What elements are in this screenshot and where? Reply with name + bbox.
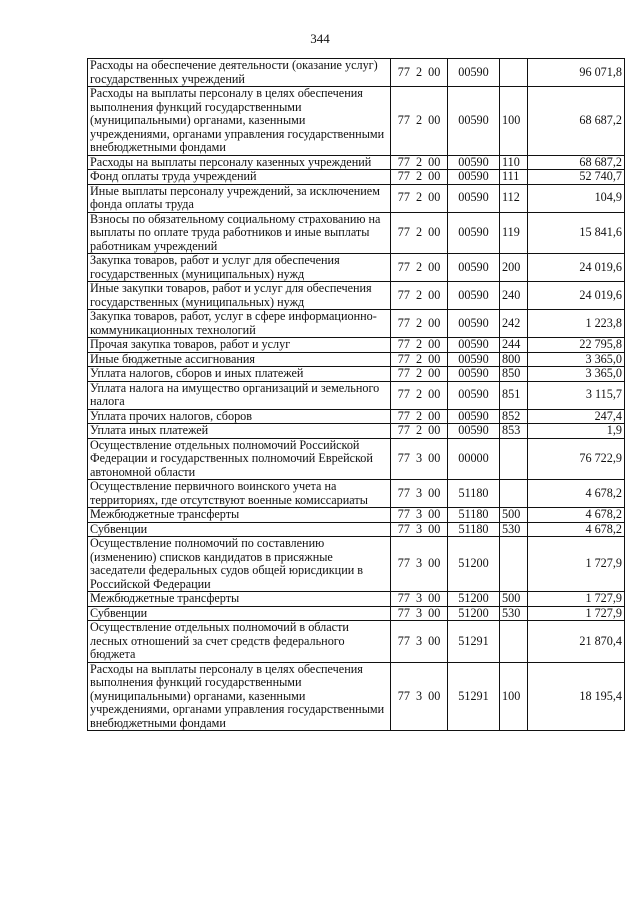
- row-name-cell: Осуществление первичного воинского учета на территориях, где отсутствуют военные комиссариаты: [88, 480, 391, 508]
- row-sum-cell: 1 223,8: [528, 310, 625, 338]
- row-expense-type-cell: [500, 621, 528, 663]
- row-expense-type-cell: 119: [500, 212, 528, 254]
- row-program-code-cell: 77 3 00: [391, 537, 448, 592]
- row-sum-cell: 22 795,8: [528, 338, 625, 353]
- row-expense-type-cell: 852: [500, 409, 528, 424]
- table-row: [88, 282, 625, 310]
- row-expense-type-cell: [500, 537, 528, 592]
- table-row: [88, 87, 625, 156]
- row-name-cell: Осуществление отдельных полномочий Российской Федерации и государственных полномочий Еврейской автономной области: [88, 438, 391, 480]
- row-expense-type-cell: 200: [500, 254, 528, 282]
- table-row: [88, 254, 625, 282]
- table-row: [88, 424, 625, 439]
- table-row: [88, 352, 625, 367]
- table-row: [88, 606, 625, 621]
- row-expense-type-cell: 100: [500, 662, 528, 731]
- row-sum-cell: 1 727,9: [528, 606, 625, 621]
- row-sum-cell: 3 365,0: [528, 352, 625, 367]
- row-sum-cell: 4 678,2: [528, 522, 625, 537]
- row-article-code-cell: 00590: [448, 367, 500, 382]
- row-program-code-cell: 77 2 00: [391, 254, 448, 282]
- row-expense-type-cell: 240: [500, 282, 528, 310]
- row-article-code-cell: 00590: [448, 184, 500, 212]
- row-expense-type-cell: 530: [500, 522, 528, 537]
- row-sum-cell: 96 071,8: [528, 59, 625, 87]
- row-sum-cell: 104,9: [528, 184, 625, 212]
- table-row: [88, 409, 625, 424]
- table-row: [88, 522, 625, 537]
- row-name-cell: Осуществление отдельных полномочий в области лесных отношений за счет средств федерального бюджета: [88, 621, 391, 663]
- row-name-cell: Уплата налогов, сборов и иных платежей: [88, 367, 391, 382]
- table-row: [88, 59, 625, 87]
- row-program-code-cell: 77 2 00: [391, 381, 448, 409]
- table-row: [88, 621, 625, 663]
- page-number: 344: [310, 31, 330, 46]
- row-sum-cell: 18 195,4: [528, 662, 625, 731]
- row-expense-type-cell: 851: [500, 381, 528, 409]
- table-row: [88, 155, 625, 170]
- row-name-cell: Субвенции: [88, 606, 391, 621]
- row-program-code-cell: 77 2 00: [391, 184, 448, 212]
- row-sum-cell: 247,4: [528, 409, 625, 424]
- row-article-code-cell: 00590: [448, 212, 500, 254]
- row-article-code-cell: 51180: [448, 508, 500, 523]
- row-name-cell: Закупка товаров, работ, услуг в сфере информационно-коммуникационных технологий: [88, 310, 391, 338]
- row-name-cell: Фонд оплаты труда учреждений: [88, 170, 391, 185]
- row-article-code-cell: 00590: [448, 282, 500, 310]
- row-name-cell: Межбюджетные трансферты: [88, 508, 391, 523]
- row-expense-type-cell: 100: [500, 87, 528, 156]
- row-expense-type-cell: [500, 438, 528, 480]
- row-article-code-cell: 51180: [448, 522, 500, 537]
- row-program-code-cell: 77 3 00: [391, 522, 448, 537]
- table-row: [88, 662, 625, 731]
- row-program-code-cell: 77 2 00: [391, 352, 448, 367]
- row-expense-type-cell: 111: [500, 170, 528, 185]
- row-name-cell: Расходы на выплаты персоналу в целях обеспечения выполнения функций государственными (муниципальными) органами, казенными учреждениями, органами управления государственными внебюджетными фондами: [88, 662, 391, 731]
- row-article-code-cell: 51200: [448, 537, 500, 592]
- row-article-code-cell: 00590: [448, 170, 500, 185]
- row-program-code-cell: 77 2 00: [391, 170, 448, 185]
- row-article-code-cell: 00000: [448, 438, 500, 480]
- row-program-code-cell: 77 2 00: [391, 367, 448, 382]
- row-sum-cell: 52 740,7: [528, 170, 625, 185]
- table-row: [88, 381, 625, 409]
- row-name-cell: Уплата налога на имущество организаций и земельного налога: [88, 381, 391, 409]
- row-expense-type-cell: 800: [500, 352, 528, 367]
- row-article-code-cell: 51180: [448, 480, 500, 508]
- table-row: [88, 438, 625, 480]
- row-name-cell: Иные бюджетные ассигнования: [88, 352, 391, 367]
- row-sum-cell: 1,9: [528, 424, 625, 439]
- row-sum-cell: 15 841,6: [528, 212, 625, 254]
- row-article-code-cell: 51200: [448, 592, 500, 607]
- row-sum-cell: 1 727,9: [528, 537, 625, 592]
- row-sum-cell: 76 722,9: [528, 438, 625, 480]
- row-article-code-cell: 51291: [448, 662, 500, 731]
- table-row: [88, 537, 625, 592]
- row-name-cell: Взносы по обязательному социальному страхованию на выплаты по оплате труда работников и иные выплаты работникам учреждений: [88, 212, 391, 254]
- row-expense-type-cell: 850: [500, 367, 528, 382]
- row-program-code-cell: 77 3 00: [391, 592, 448, 607]
- row-name-cell: Субвенции: [88, 522, 391, 537]
- row-expense-type-cell: [500, 59, 528, 87]
- row-program-code-cell: 77 3 00: [391, 606, 448, 621]
- row-expense-type-cell: 242: [500, 310, 528, 338]
- row-program-code-cell: 77 2 00: [391, 310, 448, 338]
- row-program-code-cell: 77 2 00: [391, 155, 448, 170]
- row-sum-cell: 3 365,0: [528, 367, 625, 382]
- row-expense-type-cell: 110: [500, 155, 528, 170]
- row-name-cell: Расходы на обеспечение деятельности (оказание услуг) государственных учреждений: [88, 59, 391, 87]
- row-sum-cell: 24 019,6: [528, 254, 625, 282]
- row-sum-cell: 4 678,2: [528, 480, 625, 508]
- row-article-code-cell: 00590: [448, 424, 500, 439]
- row-sum-cell: 24 019,6: [528, 282, 625, 310]
- row-article-code-cell: 00590: [448, 338, 500, 353]
- row-program-code-cell: 77 3 00: [391, 621, 448, 663]
- row-name-cell: Прочая закупка товаров, работ и услуг: [88, 338, 391, 353]
- row-name-cell: Осуществление полномочий по составлению (изменению) списков кандидатов в присяжные заседатели федеральных судов общей юрисдикции в Российской Федерации: [88, 537, 391, 592]
- row-article-code-cell: 00590: [448, 310, 500, 338]
- row-name-cell: Иные закупки товаров, работ и услуг для обеспечения государственных (муниципальных) нужд: [88, 282, 391, 310]
- row-expense-type-cell: 500: [500, 508, 528, 523]
- row-article-code-cell: 51200: [448, 606, 500, 621]
- row-program-code-cell: 77 3 00: [391, 480, 448, 508]
- row-sum-cell: 1 727,9: [528, 592, 625, 607]
- row-article-code-cell: 00590: [448, 352, 500, 367]
- row-article-code-cell: 00590: [448, 87, 500, 156]
- table-row: [88, 592, 625, 607]
- row-program-code-cell: 77 2 00: [391, 282, 448, 310]
- row-name-cell: Уплата прочих налогов, сборов: [88, 409, 391, 424]
- row-article-code-cell: 00590: [448, 254, 500, 282]
- table-row: [88, 338, 625, 353]
- row-name-cell: Иные выплаты персоналу учреждений, за исключением фонда оплаты труда: [88, 184, 391, 212]
- row-expense-type-cell: 244: [500, 338, 528, 353]
- row-program-code-cell: 77 3 00: [391, 662, 448, 731]
- row-sum-cell: 68 687,2: [528, 87, 625, 156]
- row-program-code-cell: 77 3 00: [391, 438, 448, 480]
- row-name-cell: Расходы на выплаты персоналу казенных учреждений: [88, 155, 391, 170]
- row-program-code-cell: 77 2 00: [391, 87, 448, 156]
- table-row: [88, 508, 625, 523]
- budget-table: [87, 58, 625, 731]
- table-row: [88, 480, 625, 508]
- row-article-code-cell: 00590: [448, 59, 500, 87]
- row-expense-type-cell: 853: [500, 424, 528, 439]
- table-row: [88, 184, 625, 212]
- row-expense-type-cell: [500, 480, 528, 508]
- row-article-code-cell: 00590: [448, 381, 500, 409]
- row-expense-type-cell: 530: [500, 606, 528, 621]
- table-row: [88, 367, 625, 382]
- row-program-code-cell: 77 2 00: [391, 424, 448, 439]
- row-sum-cell: 3 115,7: [528, 381, 625, 409]
- table-row: [88, 170, 625, 185]
- row-program-code-cell: 77 2 00: [391, 409, 448, 424]
- row-name-cell: Уплата иных платежей: [88, 424, 391, 439]
- row-expense-type-cell: 112: [500, 184, 528, 212]
- row-program-code-cell: 77 2 00: [391, 338, 448, 353]
- table-row: [88, 212, 625, 254]
- row-name-cell: Расходы на выплаты персоналу в целях обеспечения выполнения функций государственными (муниципальными) органами, казенными учреждениями, органами управления государственными внебюджетными фондами: [88, 87, 391, 156]
- row-program-code-cell: 77 2 00: [391, 59, 448, 87]
- table-row: [88, 310, 625, 338]
- row-program-code-cell: 77 3 00: [391, 508, 448, 523]
- row-name-cell: Межбюджетные трансферты: [88, 592, 391, 607]
- row-sum-cell: 4 678,2: [528, 508, 625, 523]
- row-article-code-cell: 00590: [448, 409, 500, 424]
- row-name-cell: Закупка товаров, работ и услуг для обеспечения государственных (муниципальных) нужд: [88, 254, 391, 282]
- row-article-code-cell: 00590: [448, 155, 500, 170]
- row-program-code-cell: 77 2 00: [391, 212, 448, 254]
- row-sum-cell: 68 687,2: [528, 155, 625, 170]
- row-expense-type-cell: 500: [500, 592, 528, 607]
- row-sum-cell: 21 870,4: [528, 621, 625, 663]
- row-article-code-cell: 51291: [448, 621, 500, 663]
